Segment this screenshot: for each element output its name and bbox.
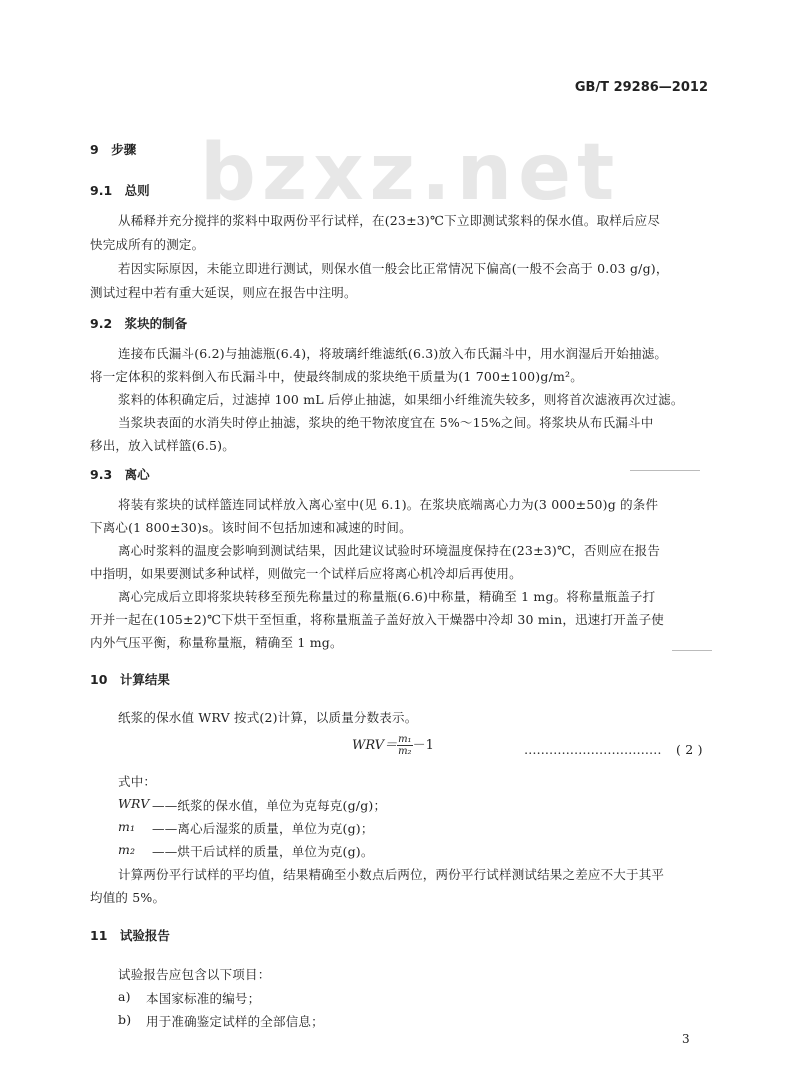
definition-symbol: m₁: [118, 819, 136, 834]
standard-number: GB/T 29286—2012: [574, 80, 708, 95]
paragraph-line: 试验报告应包含以下项目：: [118, 967, 271, 982]
formula-denominator: m₂: [398, 746, 412, 757]
section-10-heading: 10 计算结果: [90, 672, 170, 687]
paragraph-line: 开并一起在(105±2)℃下烘干至恒重，将称量瓶盖子盖好放入干燥器中冷却 30 min，迅速打开盖子使: [90, 612, 664, 627]
paragraph-line: 从稀释并充分搅拌的浆料中取两份平行试样，在(23±3)℃下立即测试浆料的保水值。取样后应尽: [118, 213, 661, 228]
watermark-text: bzxz.net: [200, 128, 621, 218]
paragraph-line: 离心时浆料的温度会影响到测试结果，因此建议试验时环境温度保持在(23±3)℃，否则应在报告: [118, 543, 661, 558]
section-9-3-heading: 9.3 离心: [90, 467, 150, 482]
paragraph-line: 将装有浆块的试样篮连同试样放入离心室中(见 6.1)。在浆块底端离心力为(3 000±50)g 的条件: [118, 497, 659, 512]
definition-text: ——纸浆的保水值，单位为克每克(g/g)；: [152, 798, 387, 813]
definition-symbol: WRV: [118, 796, 150, 811]
list-marker: a): [118, 989, 131, 1004]
formula-rhs: －1: [412, 738, 434, 753]
formula-fraction: [397, 734, 413, 757]
paragraph-line: 内外气压平衡，称量称量瓶，精确至 1 mg。: [90, 635, 343, 650]
scan-speck: [672, 650, 712, 651]
definition-text: ——烘干后试样的质量，单位为克(g)。: [152, 844, 374, 859]
list-item: 本国家标准的编号；: [146, 991, 261, 1006]
paragraph-line: 测试过程中若有重大延误，则应在报告中注明。: [90, 285, 357, 300]
scan-speck: [630, 470, 700, 471]
paragraph-line: 若因实际原因，未能立即进行测试，则保水值一般会比正常情况下偏高(一般不会高于 0.03 g/g)，: [118, 261, 669, 276]
section-11-heading: 11 试验报告: [90, 928, 170, 943]
paragraph-line: 下离心(1 800±30)s。该时间不包括加速和减速的时间。: [90, 520, 412, 535]
definition-symbol: m₂: [118, 842, 136, 857]
section-9-2-heading: 9.2 浆块的制备: [90, 316, 188, 331]
formula-numerator: m₁: [398, 734, 412, 745]
paragraph-line: 中指明，如果要测试多种试样，则做完一个试样后应将离心机冷却后再使用。: [90, 566, 522, 581]
paragraph-line: 浆料的体积确定后，过滤掉 100 mL 后停止抽滤，如果细小纤维流失较多，则将首次滤液再次过滤。: [118, 392, 684, 407]
paragraph-line: 计算两份平行试样的平均值，结果精确至小数点后两位，两份平行试样测试结果之差应不大于其平: [118, 867, 665, 882]
paragraph-line: 快完成所有的测定。: [90, 237, 205, 252]
paragraph-line: 当浆块表面的水消失时停止抽滤，浆块的绝干物浓度宜在 5%～15%之间。将浆块从布氏漏斗中: [118, 415, 654, 430]
formula-lhs: WRV＝: [352, 738, 398, 753]
paragraph-line: 移出，放入试样篮(6.5)。: [90, 438, 235, 453]
definition-text: ——离心后湿浆的质量，单位为克(g)；: [152, 821, 374, 836]
paragraph-line: 连接布氏漏斗(6.2)与抽滤瓶(6.4)，将玻璃纤维滤纸(6.3)放入布氏漏斗中，用水润湿后开始抽滤。: [118, 346, 668, 361]
equation-number: ( 2 ): [676, 742, 703, 757]
paragraph-line: 将一定体积的浆料倒入布氏漏斗中，使最终制成的浆块绝干质量为(1 700±100)g/m²。: [90, 369, 583, 384]
formula-wrv: [352, 734, 434, 757]
paragraph-line: 均值的 5%。: [90, 890, 166, 905]
formula-dots: ……………………………: [524, 742, 662, 757]
where-label: 式中：: [118, 774, 157, 789]
section-9-1-heading: 9.1 总则: [90, 183, 150, 198]
page-number: 3: [682, 1032, 690, 1046]
list-marker: b): [118, 1012, 132, 1027]
paragraph-line: 离心完成后立即将浆块转移至预先称量过的称量瓶(6.6)中称量，精确至 1 mg。将称量瓶盖子打: [118, 589, 656, 604]
section-9-heading: 9 步骤: [90, 142, 137, 157]
list-item: 用于准确鉴定试样的全部信息；: [146, 1014, 324, 1029]
formula-intro: 纸浆的保水值 WRV 按式(2)计算，以质量分数表示。: [118, 710, 418, 725]
